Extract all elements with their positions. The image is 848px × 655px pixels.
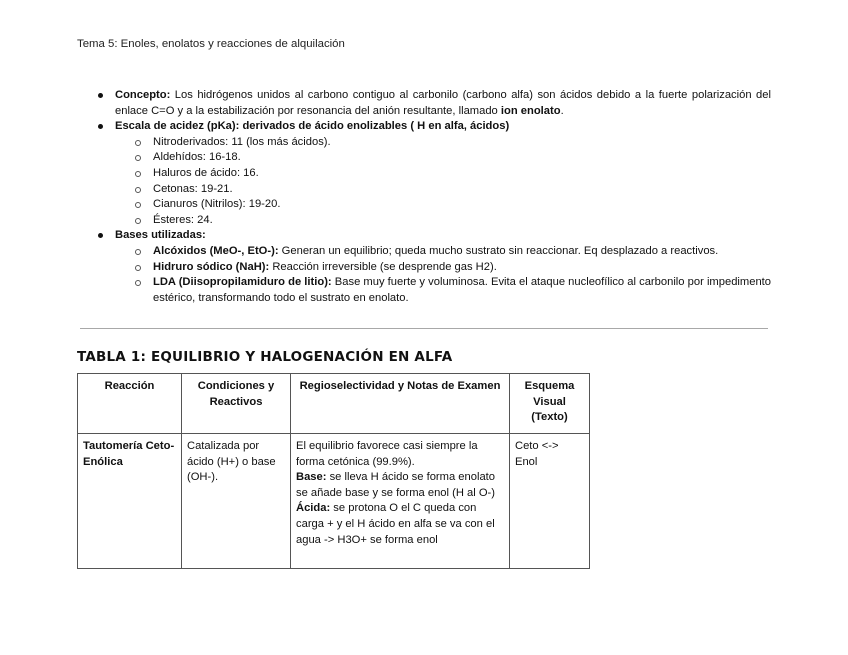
document-header: Tema 5: Enoles, enolatos y reacciones de alquilación (77, 38, 345, 50)
main-bullet-list (77, 88, 771, 306)
sub-item-aldehidos: Aldehídos: 16-18. (115, 150, 771, 166)
escala-label: Escala de acidez (pKa): derivados de ácido enolizables ( H en alfa, ácidos) (115, 120, 510, 133)
sub-item-cetonas: Cetonas: 19-21. (115, 182, 771, 198)
cell-notas (291, 434, 510, 569)
nah-text: Reacción irreversible (se desprende gas H2). (269, 260, 497, 273)
sub-item-nah (115, 260, 771, 276)
header-condiciones: Condiciones y Reactivos (182, 374, 291, 434)
notas-acida-text: se protona O el C queda con carga + y el H ácido en alfa se va con el agua -> H3O+ se forma enol (296, 502, 495, 546)
notas-base-text: se lleva H ácido se forma enolato se añade base y se forma enol (H al O-) (296, 471, 496, 499)
concepto-emphasis: ion enolato (500, 104, 561, 117)
bases-sub-list (115, 244, 771, 306)
cell-reaccion: Tautomería Ceto-Enólica (78, 434, 182, 569)
concepto-text: Los hidrógenos unidos al carbono contiguo al carbonilo (carbono alfa) son ácidos debido a la fuerte polarización del enlace C=O y a la estabilización por resonancia del anión resultante, llamado (115, 89, 771, 117)
notas-acida-label: Ácida: (296, 502, 331, 515)
cell-esquema: Ceto <-> Enol (510, 434, 590, 569)
nah-label: Hidruro sódico (NaH): (153, 260, 270, 273)
lda-text: Base muy fuerte y voluminosa. Evita el ataque nucleofílico al carbonilo por impedimento estérico, transformando todo el sustrato en enolato. (153, 276, 771, 304)
notes-content (77, 88, 771, 306)
bullet-concepto (77, 88, 771, 119)
header-regioselectividad: Regioselectividad y Notas de Examen (291, 374, 510, 434)
sub-item-haluros: Haluros de ácido: 16. (115, 166, 771, 182)
sub-item-esteres: Ésteres: 24. (115, 213, 771, 229)
sub-item-alcoxidos (115, 244, 771, 260)
alcoxidos-text: Generan un equilibrio; queda mucho sustrato sin reaccionar. Eq desplazado a reactivos. (278, 244, 719, 257)
escala-sub-list (115, 135, 771, 229)
table-row (78, 434, 590, 569)
bullet-escala-acidez (77, 119, 771, 228)
header-reaccion: Reacción (78, 374, 182, 434)
concepto-text-end: . (560, 104, 564, 117)
notas-intro: El equilibrio favorece casi siempre la forma cetónica (99.9%). (296, 440, 478, 468)
sub-item-nitroderivados: Nitroderivados: 11 (los más ácidos). (115, 135, 771, 151)
bases-label: Bases utilizadas: (115, 229, 206, 242)
header-esquema: Esquema Visual (Texto) (510, 374, 590, 434)
table-header-row (78, 374, 590, 434)
cell-condiciones: Catalizada por ácido (H+) o base (OH-). (182, 434, 291, 569)
sub-item-cianuros: Cianuros (Nitrilos): 19-20. (115, 197, 771, 213)
alcoxidos-label: Alcóxidos (MeO-, EtO-): (153, 244, 279, 257)
lda-label: LDA (Diisopropilamiduro de litio): (153, 276, 332, 289)
bullet-bases (77, 228, 771, 306)
concepto-label: Concepto: (115, 89, 171, 101)
table-title: TABLA 1: EQUILIBRIO Y HALOGENACIÓN EN ALFA (77, 349, 453, 365)
horizontal-divider (80, 328, 768, 329)
notas-base-label: Base: (296, 471, 327, 484)
sub-item-lda (115, 275, 771, 306)
data-table (77, 373, 590, 569)
